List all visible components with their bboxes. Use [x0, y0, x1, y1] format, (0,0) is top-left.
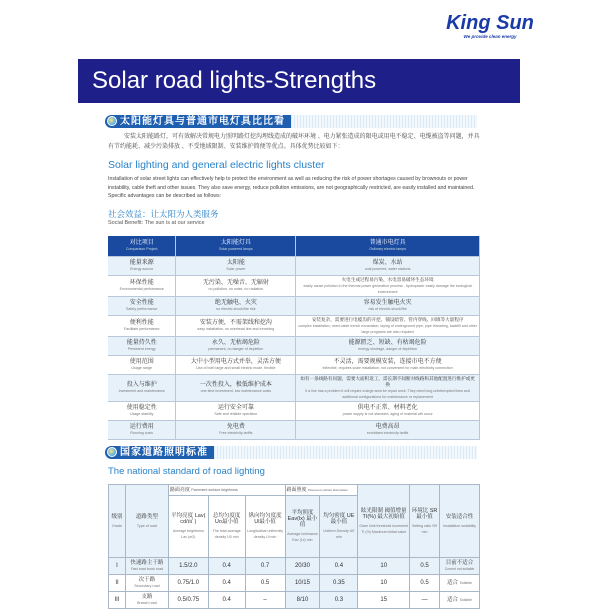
- table-cell: 安装方便，不需架线和挖沟 easy installation, no overhead line and trenching: [176, 315, 296, 336]
- intro-en: Installation of solar street lights can effectively help to protect the environment as well as reducing the risk of power shortages caused by brownouts or power instability, cable theft and other issues. They also save energy, reduce pollution emissions, are not geographically restricted, are easily installed and maintained. Specific advantages can be described as follows:: [108, 176, 475, 199]
- table-cell: 火电生成过程易污染、水电容易破坏生态环境 easily cause pollution in the thermal power generation process , hydropower easily damage the ecological environment: [296, 275, 480, 296]
- table-cell: 能量来源 Energy source: [108, 256, 176, 275]
- header-cell: 太阳能灯具 Solar powered lamps: [176, 236, 296, 256]
- table-row: [109, 558, 480, 575]
- table-cell: 免电费 Free electricity tariffs: [176, 420, 296, 439]
- table-row: [108, 420, 480, 439]
- table-cell: 10: [358, 558, 410, 575]
- table-cell: 安全性能 Safety performance: [108, 296, 176, 315]
- logo-tagline: We provide clean energy: [463, 34, 517, 39]
- table-cell: 太阳能 Solar power: [176, 256, 296, 275]
- table-cell: 永久、无枯竭危险 permanent, no danger of depletion: [176, 336, 296, 355]
- table-cell: 无污染、无噪音、无辐射 no pollution, no noise, no radiation: [176, 275, 296, 296]
- table-cell: –: [245, 592, 285, 609]
- benefit-cn: 社会效益：让太阳为人类服务: [108, 209, 219, 219]
- table-cell: 0.5: [410, 558, 440, 575]
- table-cell: 安装复杂，需要进行电缆沟的开挖、铺设暗管、管内穿线、回填等大量程序 complex installation, need cable trench excavation, laying of underground pipe, pipe threading, backfill and other large programs are also required: [296, 315, 480, 336]
- table-cell: 10/15: [285, 575, 320, 592]
- comparison-table: [108, 236, 480, 440]
- table-cell: 电费高昂 exorbitant electricity tariffs: [296, 420, 480, 439]
- table-cell: 15: [358, 592, 410, 609]
- table-cell: 0.5: [410, 575, 440, 592]
- header-cell: 环境比 SR最小值 Setting ratio SR min: [410, 485, 440, 558]
- table-cell: 一次性投入，极低维护成本 one time investment, low maintenance costs: [176, 374, 296, 401]
- header-cell: 总均匀度度 Uo最小值 The total average density U0 min: [208, 496, 245, 558]
- table-cell: 0.4: [320, 558, 358, 575]
- table-cell: 绝无触电、火灾 no electric shock/fire risk: [176, 296, 296, 315]
- table-cell: 0.3: [320, 592, 358, 609]
- table-cell: I: [109, 558, 126, 575]
- table-cell: 能量持久性 Persistent energy: [108, 336, 176, 355]
- header-cell: 平均照度 Eav(lx) 最小值 Average luminance Eav (1x) min: [285, 496, 320, 558]
- table-cell: 使用范围 Usage range: [108, 355, 176, 374]
- table-cell: III: [109, 592, 126, 609]
- table-cell: II: [109, 575, 126, 592]
- header-cell: 安装适合性 Installation suitability: [440, 485, 480, 558]
- table-row: [108, 275, 480, 296]
- table-row: [108, 401, 480, 420]
- standard-table: [108, 484, 480, 609]
- table-cell: 0.4: [208, 558, 245, 575]
- header-cell: 对比项目 Comparison Project: [108, 236, 176, 256]
- table-cell: 20/30: [285, 558, 320, 575]
- sun-globe-icon: [107, 447, 117, 457]
- table-row: [109, 592, 480, 609]
- table-cell: 0.7: [245, 558, 285, 575]
- table-row: [109, 575, 480, 592]
- table-cell: 供电不正常、材料老化 power supply is not standard, aging of material will occur: [296, 401, 480, 420]
- sun-globe-icon: [107, 116, 117, 126]
- header-cell: 普通市电灯具 Ordinary electric lamps: [296, 236, 480, 256]
- section-heading-text: 太阳能灯具与普通市电灯具比比看: [120, 115, 285, 127]
- table-cell: 快速路主干路 Fast road trunk road: [125, 558, 168, 575]
- table-cell: 目前不适合 Current not suitable: [440, 558, 480, 575]
- table-cell: 10: [358, 575, 410, 592]
- benefit-en: Social Benefit: The sun is at our service: [108, 220, 205, 226]
- table-row: [108, 336, 480, 355]
- table-row: [108, 374, 480, 401]
- table-row: [108, 315, 480, 336]
- header-cell: 级别 Grade: [109, 485, 126, 558]
- table-cell: 如有一条线路有问题，需要大面积返工，需长期不间断对线路和其他配置进行维护或更换 if a line has a problem it will require a large area for repair work. They need long uninterrupted lines and additional configurations for maintenance or replacement: [296, 374, 480, 401]
- section-heading-comparison: [105, 114, 477, 128]
- table-cell: 使用稳定性 Usage stability: [108, 401, 176, 420]
- table-row: [108, 355, 480, 374]
- table-cell: 适合 Suitable: [440, 592, 480, 609]
- table-row: [108, 256, 480, 275]
- table-cell: —: [410, 592, 440, 609]
- table-cell: 0.5/0.75: [168, 592, 208, 609]
- table-cell: 0.75/1.0: [168, 575, 208, 592]
- table-cell: 投入与维护 Investment and maintenance: [108, 374, 176, 401]
- table-cell: 容易发生触电火灾 risk of electric shock/fire: [296, 296, 480, 315]
- table-cell: 运行安全可靠 Safe and reliable operation: [176, 401, 296, 420]
- table-cell: 1.5/2.0: [168, 558, 208, 575]
- table-cell: 0.5: [245, 575, 285, 592]
- header-cell: 均匀密度 UE最小值 Uniform Density UE min: [320, 496, 358, 558]
- section-heading-text: 国家道路照明标准: [120, 446, 208, 458]
- table-cell: 能源匮乏、短缺、有枯竭危险 energy shortage, danger of depletion: [296, 336, 480, 355]
- logo-brand: King Sun: [446, 12, 534, 34]
- section-heading-standard: [105, 445, 477, 459]
- table-cell: 8/10: [285, 592, 320, 609]
- table-cell: 0.4: [208, 575, 245, 592]
- table-cell: 0.4: [208, 592, 245, 609]
- table-cell: 便利性能 Facilitate performance: [108, 315, 176, 336]
- standard-subtitle: The national standard of road lighting: [108, 466, 265, 477]
- group-illuminance: 路面照度 Pavement surface illumination: [285, 485, 358, 496]
- table-cell: 煤炭、水站 coal powered, water stations: [296, 256, 480, 275]
- table-cell: 环保性能 Environmental performance: [108, 275, 176, 296]
- intro-cn: 安装太阳能路灯，可有效解决常规电力照明路灯挖沟埋线造成的破坏环境 、电力紧张造成的限电或用电不稳定、电缆被盗等问题，并具有节约能耗、减少污染排放 、不受地域限制、安装维护简便等优点。具体优势比较如下：: [108, 134, 480, 150]
- subtitle-en: Solar lighting and general electric lights cluster: [108, 159, 325, 171]
- table-row: [108, 296, 480, 315]
- table-header-row: [108, 236, 480, 256]
- table-cell: 不灵活，需要规模安装，连接市电不方便 inflexible, requires scale installation, not convenient for main electricity connection: [296, 355, 480, 374]
- group-brightness: 路面亮度 Pavement surface brightness: [168, 485, 285, 496]
- table-cell: 0.35: [320, 575, 358, 592]
- page-title: Solar road lights-Strengths: [78, 59, 520, 103]
- table-cell: 适合 Suitable: [440, 575, 480, 592]
- logo: [430, 12, 550, 39]
- table-cell: 次干路 Secondary road: [125, 575, 168, 592]
- table-cell: 大中小型用电方式并举，灵活方便 Use of both large and small electric mode, flexible: [176, 355, 296, 374]
- table-cell: 支路 Branch road: [125, 592, 168, 609]
- header-cell: 道路类型 Type of road: [125, 485, 168, 558]
- header-cell: 平均亮度 Lav( cd/㎡ ) Average brightness Lav (m2): [168, 496, 208, 558]
- header-cell: 眩光限制 阈值增量TI(%) 最大初始值 Glare limit threshold increment TI (%) Maximum initial value: [358, 485, 410, 558]
- header-cell: 纵向均匀度度 Ul最小值 Longitudinal uniformity density Ul min: [245, 496, 285, 558]
- table-cell: 运行费用 Running costs: [108, 420, 176, 439]
